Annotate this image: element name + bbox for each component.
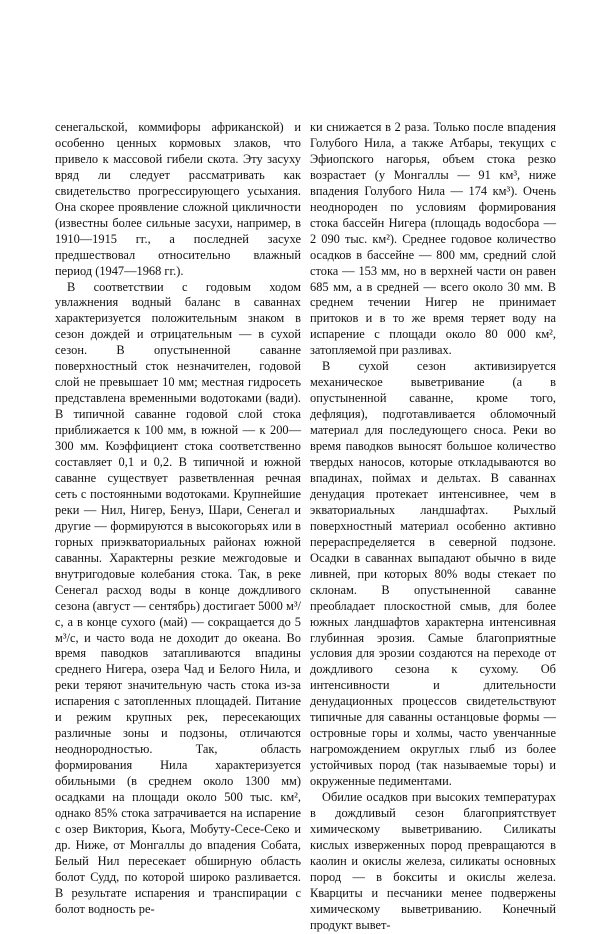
right-paragraph-2: В сухой сезон активизируется механическое выветривание (а в опустыненной саванне, кроме того, дефляция), подготавливается обломочный материал для последующего сноса. Реки во время паводков выносят большое количество твердых наносов, которые откладываются во впадинах, поймах и дельтах. В саваннах денудация протекает интенсивнее, чем в экваториальных ландшафтах. Рыхлый поверхностный материал особенно активно перераспределяется в северной подзоне. Осадки в саваннах выпадают обычно в виде ливней, при которых 80% воды стекает по склонам. В опустыненной саванне преобладает плоскостной смыв, для более южных ландшафтов характерна интенсивная глубинная эрозия. Самые благоприятные условия для эрозии создаются на переходе от дождливого сезона к сухому. Об интенсивности и длительности денудационных процессов свидетельствуют типичные для саванны останцовые формы — островные горы и холмы, часто увенчанные нагромождением округлых глыб из более устойчивых пород (так называемые торы) и окруженные педиментами.: [310, 359, 556, 789]
left-text-column: [55, 120, 301, 918]
right-paragraph-1: ки снижается в 2 раза. Только после впадения Голубого Нила, а также Атбары, текущих с Эфиопского нагорья, объем стока резко возрастает (у Монгаллы — 91 км³, ниже впадения Голубого Нила — 174 км³). Очень неоднороден по условиям формирования стока бассейн Нигера (площадь водосбора — 2 090 тыс. км²). Среднее годовое количество осадков в бассейне — 800 мм, средний слой стока — 153 мм, но в верхней части он равен 685 мм, а в средней — всего около 30 мм. В среднем течении Нигер не принимает притоков и в то же время теряет воду на испарение с площади около 80 000 км², затопляемой при разливах.: [310, 120, 556, 358]
right-paragraph-3: Обилие осадков при высоких температурах в дождливый сезон благоприятствует химическому выветриванию. Силикаты кислых изверженных пород превращаются в каолин и окислы железа, силикаты основных пород — в бокситы и окислы железа. Кварциты и песчаники менее подвержены химическому выветриванию. Конечный продукт вывет-: [310, 790, 556, 932]
left-paragraph-2: В соответствии с годовым ходом увлажнения водный баланс в саваннах характеризуется положительным знаком в сезон дождей и отрицательным — в сухой сезон. В опустыненной саванне поверхностный сток незначителен, годовой слой не превышает 10 мм; местная гидросеть представлена временными водотоками (вади). В типичной саванне годовой слой стока приближается к 100 мм, в южной — к 200—300 мм. Коэффициент стока соответственно составляет 0,1 и 0,2. В типичной и южной саванне существует разветвленная речная сеть с постоянными водотоками. Крупнейшие реки — Нил, Нигер, Бенуэ, Шари, Сенегал и другие — формируются в высокогорьях или в горных приэкваториальных районах южной саванны. Характерны резкие межгодовые и внутригодовые колебания стока. Так, в реке Сенегал расход воды в конце дождливого сезона (август — сентябрь) достигает 5000 м³/с, а в конце сухого (май) — сокращается до 5 м³/с, и часто вода не доходит до океана. Во время паводков затапливаются впадины среднего Нигера, озера Чад и Белого Нила, и реки теряют значительную часть стока из-за испарения с затопленных площадей. Питание и режим крупных рек, пересекающих различные зоны и подзоны, отличаются неоднородностью. Так, область формирования Нила характеризуется обильными (в среднем около 1300 мм) осадками на площади около 500 тыс. км², однако 85% стока затрачивается на испарение с озер Виктория, Кьога, Мобуту-Сесе-Секо и др. Ниже, от Монгаллы до впадения Собата, Белый Нил пересекает обширную область болот Судд, по которой широко разливается. В результате испарения и транспирации с болот водность ре-: [55, 279, 301, 916]
right-text-column: [310, 120, 556, 934]
left-paragraph-1: сенегальской, коммифоры африканской) и особенно ценных кормовых злаков, что привело к массовой гибели скота. Эту засуху вряд ли следует рассматривать как свидетельство прогрессирующего усыхания. Она скорее проявление сложной цикличности (известны более сильные засухи, например, в 1910—1915 гг., а последней засухе предшествовал относительно влажный период (1947—1968 гг.).: [55, 120, 301, 278]
